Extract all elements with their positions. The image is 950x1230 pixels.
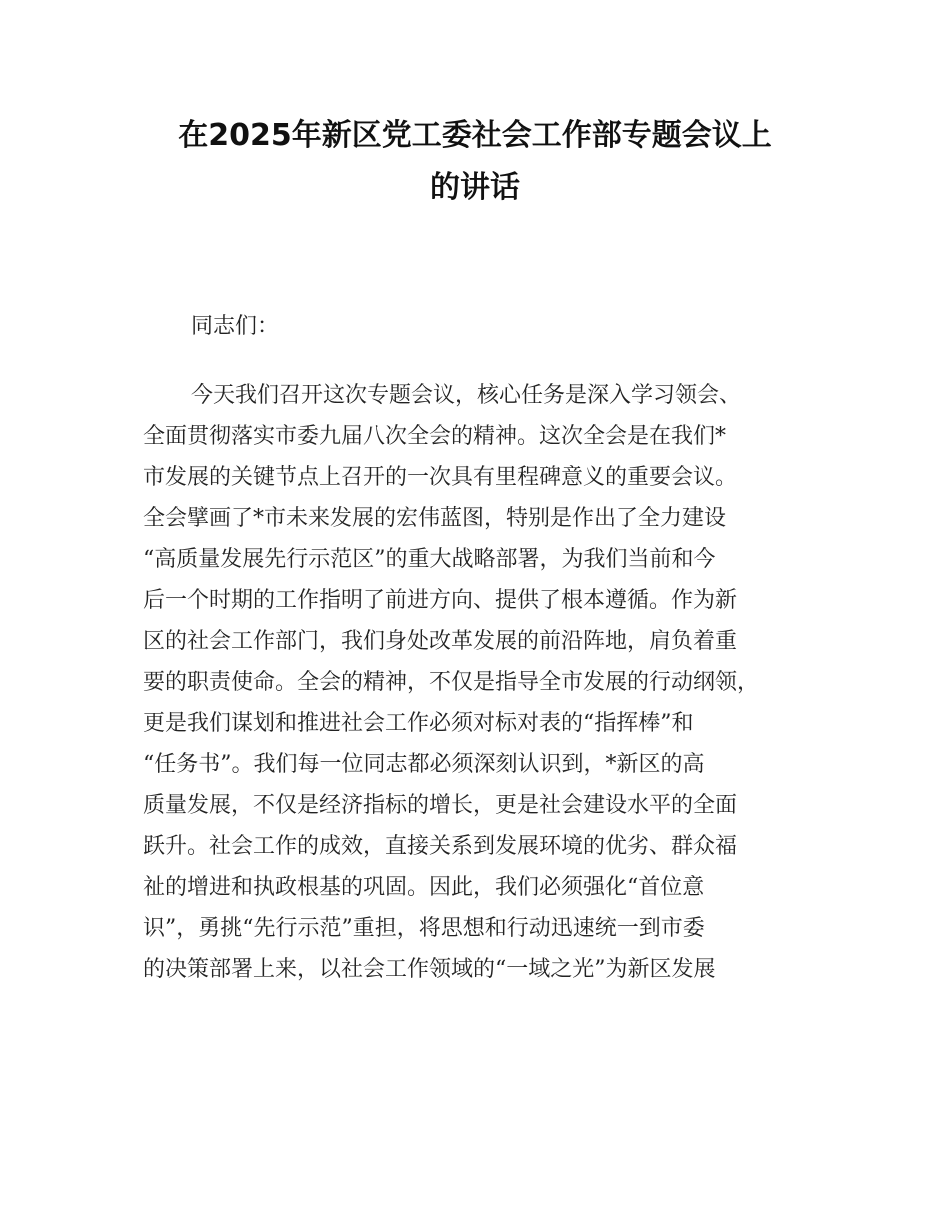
paragraph-line: 市发展的关键节点上召开的一次具有里程碑意义的重要会议。 [143, 465, 738, 490]
paragraph-line: 后一个时期的工作指明了前进方向、提供了根本遵循。作为新 [143, 588, 738, 613]
paragraph-line: 今天我们召开这次专题会议，核心任务是深入学习领会、 [191, 383, 742, 408]
paragraph-line: 识”，勇挑“先行示范”重担，将思想和行动迅速统一到市委 [143, 916, 705, 941]
paragraph-line: 质量发展，不仅是经济指标的增长，更是社会建设水平的全面 [143, 793, 738, 818]
paragraph-line: “高质量发展先行示范区”的重大战略部署，为我们当前和今 [143, 547, 716, 572]
document-title [120, 110, 830, 214]
title-line-1: 在2025年新区党工委社会工作部专题会议上 [178, 118, 772, 153]
paragraph-line: 全面贯彻落实市委九届八次全会的精神。这次全会是在我们* [143, 424, 727, 449]
salutation: 同志们： [191, 314, 280, 339]
title-line-2: 的讲话 [430, 170, 520, 205]
paragraph-line: 全会擘画了*市未来发展的宏伟蓝图，特别是作出了全力建设 [143, 506, 727, 531]
paragraph-line: 祉的增进和执政根基的巩固。因此，我们必须强化“首位意 [143, 875, 705, 900]
paragraph-line: “任务书”。我们每一位同志都必须深刻认识到，*新区的高 [143, 752, 705, 777]
paragraph-line: 更是我们谋划和推进社会工作必须对标对表的“指挥棒”和 [143, 711, 694, 736]
paragraph-line: 区的社会工作部门，我们身处改革发展的前沿阵地，肩负着重 [143, 629, 738, 654]
speech-body [143, 306, 828, 990]
paragraph-line: 的决策部署上来，以社会工作领域的“一域之光”为新区发展 [143, 957, 716, 982]
paragraph-line: 跃升。社会工作的成效，直接关系到发展环境的优劣、群众福 [143, 834, 738, 859]
paragraph-line: 要的职责使命。全会的精神，不仅是指导全市发展的行动纲领， [143, 670, 760, 695]
